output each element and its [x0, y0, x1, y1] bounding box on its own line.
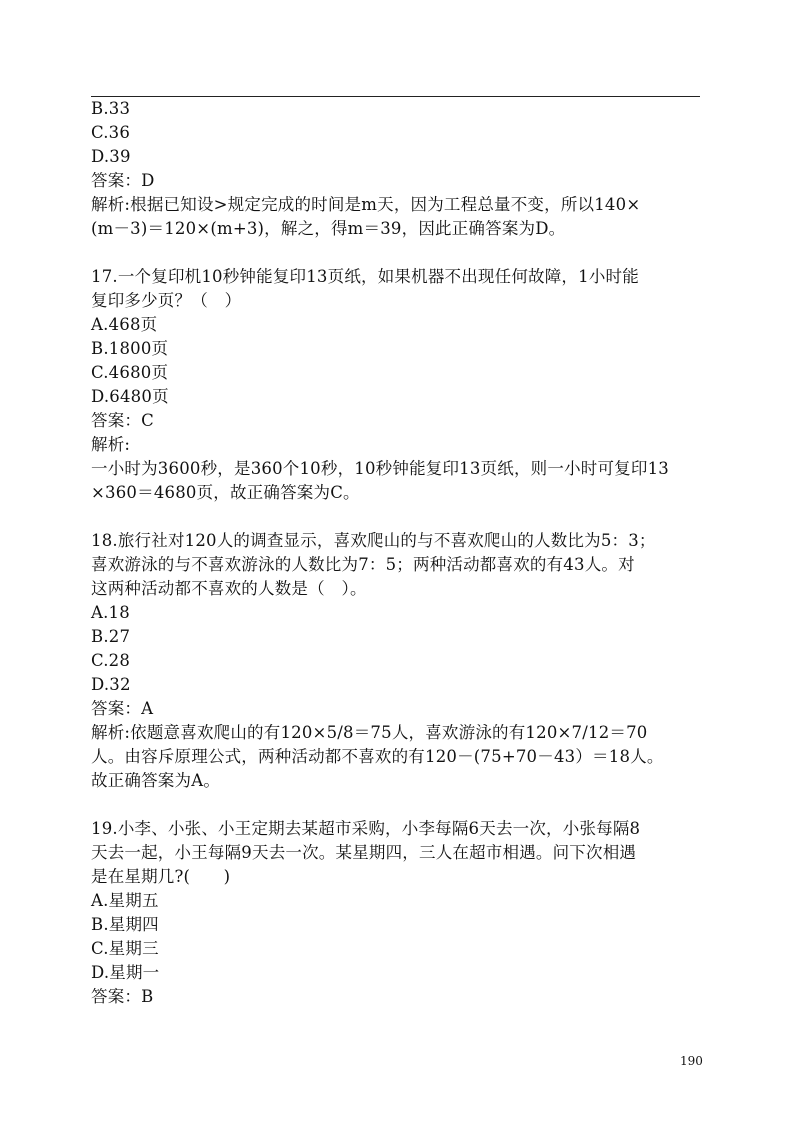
- spacer: [91, 241, 703, 265]
- answer: 答案：D: [91, 171, 155, 190]
- spacer: [91, 793, 703, 817]
- option-c: C.36: [91, 123, 131, 142]
- question-text: 这两种活动都不喜欢的人数是（ ）。: [91, 579, 367, 598]
- option-a: A.星期五: [91, 891, 159, 910]
- option-d: D.32: [91, 675, 131, 694]
- question-text: 喜欢游泳的与不喜欢游泳的人数比为7：5；两种活动都喜欢的有43人。对: [91, 555, 635, 574]
- analysis-line: 人。由容斥原理公式，两种活动都不喜欢的有120－(75+70－43）＝18人。: [91, 747, 664, 766]
- answer: 答案：B: [91, 987, 154, 1006]
- analysis-label: 解析:: [91, 435, 131, 454]
- question-18: [91, 529, 703, 793]
- analysis-line: 故正确答案为A。: [91, 771, 221, 790]
- page-number: 190: [680, 1054, 703, 1068]
- option-c: C.4680页: [91, 363, 169, 382]
- option-d: D.星期一: [91, 963, 160, 982]
- option-b: B.星期四: [91, 915, 159, 934]
- question-text: 天去一起，小王每隔9天去一次。某星期四，三人在超市相遇。问下次相遇: [91, 843, 637, 862]
- option-b: B.1800页: [91, 339, 169, 358]
- spacer: [91, 505, 703, 529]
- question-19: [91, 817, 703, 1009]
- option-d: D.6480页: [91, 387, 169, 406]
- option-a: A.468页: [91, 315, 158, 334]
- option-a: A.18: [91, 603, 130, 622]
- analysis-line: 解析:依题意喜欢爬山的有120×5/8＝75人，喜欢游泳的有120×7/12＝70: [91, 723, 648, 742]
- option-c: C.星期三: [91, 939, 159, 958]
- analysis-line: (m－3)＝120×(m+3)，解之，得m＝39，因此正确答案为D。: [91, 219, 566, 238]
- analysis-line: 解析:根据已知设>规定完成的时间是m天，因为工程总量不变，所以140×: [91, 195, 641, 214]
- question-text: 17.一个复印机10秒钟能复印13页纸，如果机器不出现任何故障，1小时能: [91, 267, 639, 286]
- option-c: C.28: [91, 651, 131, 670]
- option-b: B.27: [91, 627, 131, 646]
- answer: 答案：A: [91, 699, 154, 718]
- page-content: [91, 97, 703, 1009]
- question-text: 复印多少页？（ ）: [91, 291, 242, 310]
- question-16-tail: [91, 97, 703, 241]
- question-text: 是在星期几?( ): [91, 867, 231, 886]
- answer: 答案：C: [91, 411, 154, 430]
- analysis-line: 一小时为3600秒，是360个10秒，10秒钟能复印13页纸，则一小时可复印13: [91, 459, 669, 478]
- option-b: B.33: [91, 99, 131, 118]
- question-17: [91, 265, 703, 505]
- option-d: D.39: [91, 147, 131, 166]
- analysis-line: ×360＝4680页，故正确答案为C。: [91, 483, 360, 502]
- question-text: 18.旅行社对120人的调查显示，喜欢爬山的与不喜欢爬山的人数比为5：3；: [91, 531, 656, 550]
- question-text: 19.小李、小张、小王定期去某超市采购，小李每隔6天去一次，小张每隔8: [91, 819, 641, 838]
